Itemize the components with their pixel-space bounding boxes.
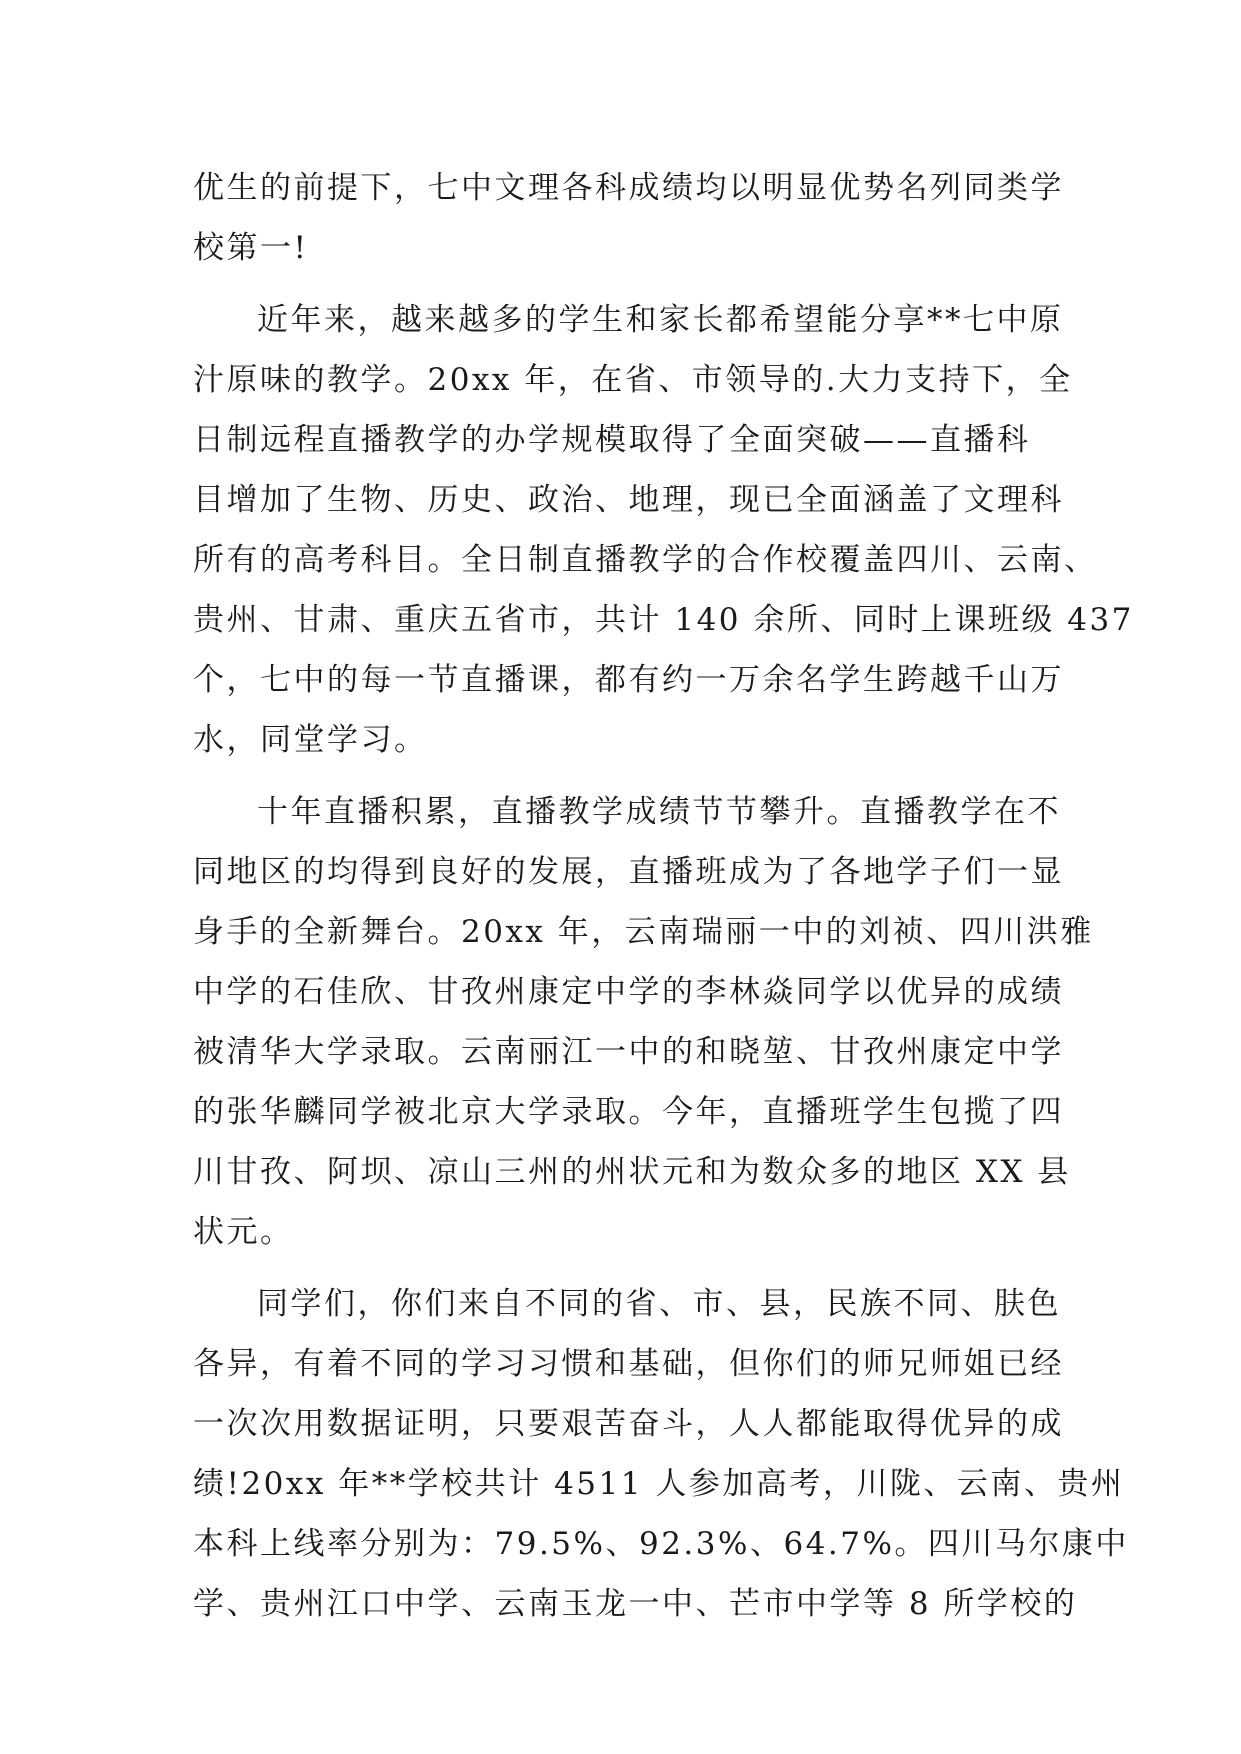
paragraph-gap xyxy=(193,1262,1053,1274)
text-line: 同学们，你们来自不同的省、市、县，民族不同、肤色 xyxy=(257,1286,1061,1322)
paragraph-gap xyxy=(193,770,1053,782)
paragraph xyxy=(193,158,1064,278)
text-line: 各异，有着不同的学习习惯和基础，但你们的师兄师姐已经 xyxy=(193,1346,1064,1382)
text-line: 日制远程直播教学的办学规模取得了全面突破——直播科 xyxy=(193,422,1031,458)
text-line: 贵州、甘肃、重庆五省市，共计 140 余所、同时上课班级 437 xyxy=(193,602,1134,638)
text-line: 优生的前提下，七中文理各科成绩均以明显优势名列同类学 xyxy=(193,170,1064,206)
text-line: 被清华大学录取。云南丽江一中的和晓堃、甘孜州康定中学 xyxy=(193,1034,1064,1070)
body-text xyxy=(193,158,1134,1634)
text-line: 学、贵州江口中学、云南玉龙一中、芒市中学等 8 所学校的 xyxy=(193,1586,1078,1622)
text-line: 的张华麟同学被北京大学录取。今年，直播班学生包揽了四 xyxy=(193,1094,1064,1130)
text-line: 个，七中的每一节直播课，都有约一万余名学生跨越千山万 xyxy=(193,662,1064,698)
text-line: 同地区的均得到良好的发展，直播班成为了各地学子们一显 xyxy=(193,854,1064,890)
text-line: 水，同堂学习。 xyxy=(193,722,428,758)
paragraph-gap xyxy=(193,278,1053,290)
paragraph xyxy=(193,290,1134,770)
text-line: 汁原味的教学。20xx 年，在省、市领导的.大力支持下，全 xyxy=(193,362,1073,398)
text-line: 校第一! xyxy=(193,230,309,266)
text-line: 所有的高考科目。全日制直播教学的合作校覆盖四川、云南、 xyxy=(193,542,1098,578)
text-line: 本科上线率分别为：79.5%、92.3%、64.7%。四川马尔康中 xyxy=(193,1526,1129,1562)
text-line: 一次次用数据证明，只要艰苦奋斗，人人都能取得优异的成 xyxy=(193,1406,1064,1442)
paragraph xyxy=(193,1274,1129,1634)
text-line: 川甘孜、阿坝、凉山三州的州状元和为数众多的地区 XX 县 xyxy=(193,1154,1071,1190)
text-line: 身手的全新舞台。20xx 年，云南瑞丽一中的刘祯、四川洪雅 xyxy=(193,914,1094,950)
text-line: 状元。 xyxy=(193,1214,294,1250)
text-line: 十年直播积累，直播教学成绩节节攀升。直播教学在不 xyxy=(257,794,1061,830)
text-line: 绩!20xx 年**学校共计 4511 人参加高考，川陇、云南、贵州 xyxy=(193,1466,1125,1502)
text-line: 近年来，越来越多的学生和家长都希望能分享**七中原 xyxy=(257,302,1064,338)
text-line: 中学的石佳欣、甘孜州康定中学的李林焱同学以优异的成绩 xyxy=(193,974,1064,1010)
text-line: 目增加了生物、历史、政治、地理，现已全面涵盖了文理科 xyxy=(193,482,1064,518)
paragraph xyxy=(193,782,1094,1262)
